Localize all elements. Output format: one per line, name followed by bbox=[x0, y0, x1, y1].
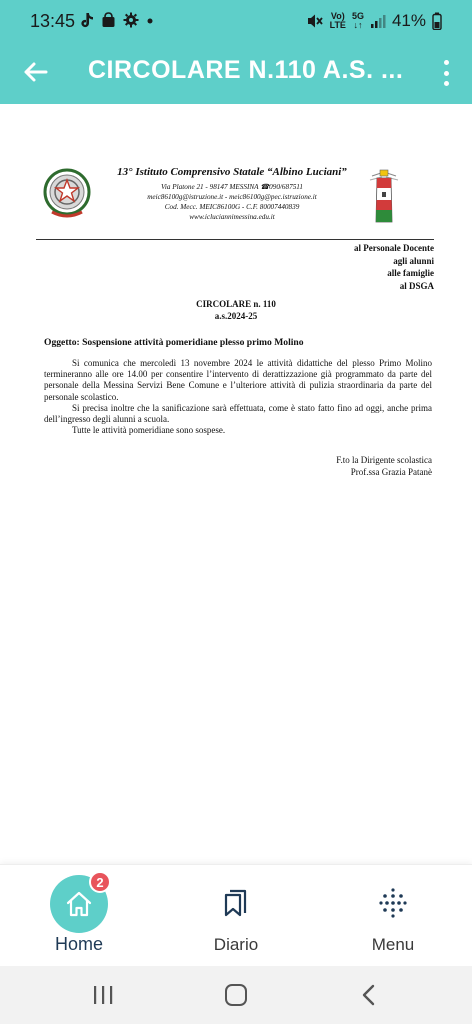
dot bbox=[444, 71, 449, 76]
school-address: Via Platone 21 - 98147 MESSINA ☎090/687511 bbox=[161, 183, 303, 191]
recipient: agli alunni bbox=[393, 255, 434, 266]
recipient: al Personale Docente bbox=[354, 243, 434, 253]
settings-icon bbox=[123, 12, 139, 28]
circular-heading bbox=[0, 298, 472, 322]
battery-icon bbox=[432, 12, 442, 30]
subject-line: Oggetto: Sospensione attività pomeridiane plesso primo Molino bbox=[44, 337, 304, 348]
letterhead-divider bbox=[36, 239, 434, 240]
paragraph: Si precisa inoltre che la sanificazione sarà effettuata, come è stato fatto fino ad oggi, anche prima dell’ingresso degli alunni a scuola. bbox=[44, 402, 432, 425]
recipient: al DSGA bbox=[399, 280, 434, 291]
dot bbox=[444, 60, 449, 65]
system-navigation-bar bbox=[0, 966, 472, 1024]
bookmarks-icon bbox=[221, 887, 251, 919]
bottom-navigation bbox=[0, 864, 472, 966]
system-back-icon[interactable] bbox=[360, 984, 376, 1006]
signature-block bbox=[336, 454, 432, 478]
status-notification-icons bbox=[80, 12, 154, 28]
italian-republic-emblem-icon bbox=[42, 166, 92, 222]
status-bar bbox=[0, 0, 472, 44]
lighthouse-logo-icon bbox=[366, 164, 402, 226]
signature-name: Prof.ssa Grazia Patanè bbox=[350, 467, 432, 477]
nav-label-menu: Menu bbox=[371, 935, 415, 954]
nav-label-diario: Diario bbox=[213, 935, 259, 954]
back-arrow-icon[interactable] bbox=[18, 54, 54, 90]
shopping-bag-icon bbox=[101, 12, 116, 28]
mute-icon bbox=[306, 13, 324, 29]
network-5g bbox=[352, 12, 364, 30]
app-bar bbox=[0, 44, 472, 104]
more-options-icon[interactable] bbox=[438, 56, 454, 90]
network-volte bbox=[330, 12, 346, 30]
notification-badge: 2 bbox=[89, 871, 111, 893]
home-icon bbox=[64, 889, 94, 919]
data-arrows-icon: ↓↑ bbox=[353, 20, 363, 30]
nav-item-diario[interactable] bbox=[176, 865, 296, 967]
circular-number: CIRCOLARE n. 110 bbox=[196, 299, 276, 309]
paragraph: Si comunica che mercoledì 13 novembre 2024 le attività didattiche del plesso Primo Molino termineranno alle ore 14.00 per consentire l’intervento di derattizzazione già programmato da parte del personale della Messina Servizi Bene Comune e l’ulteriore attività di pulizia straordinaria da parte del personale scolastico. bbox=[44, 358, 432, 402]
dot bbox=[444, 81, 449, 86]
recipients-list bbox=[354, 242, 434, 292]
nav-item-menu[interactable] bbox=[333, 865, 453, 967]
paragraph: Tutte le attività pomeridiane sono sospese. bbox=[72, 425, 226, 436]
recipient: alle famiglie bbox=[387, 268, 434, 278]
status-system-icons bbox=[306, 11, 442, 31]
system-home-icon[interactable] bbox=[225, 984, 247, 1006]
status-time: 13:45 bbox=[30, 11, 76, 31]
dot-icon bbox=[146, 12, 154, 28]
dots-grid-icon bbox=[378, 887, 408, 919]
battery-percent: 41% bbox=[391, 11, 426, 30]
school-codes: Cod. Mecc. MEIC86100G - C.F. 80007440839 bbox=[164, 203, 300, 211]
signal-icon bbox=[370, 13, 386, 29]
school-name: 13° Istituto Comprensivo Statale “Albino Luciani” bbox=[117, 166, 347, 178]
nav-label-home: Home bbox=[54, 934, 103, 954]
signature-role: F.to la Dirigente scolastica bbox=[336, 455, 432, 465]
nav-item-home[interactable] bbox=[19, 865, 139, 967]
document-viewer[interactable] bbox=[0, 104, 472, 864]
tiktok-icon bbox=[80, 12, 94, 28]
school-emails: meic86100g@istruzione.it - meic86100g@pec.istruzione.it bbox=[147, 193, 317, 201]
school-website: www.icluciannimessina.edu.it bbox=[189, 213, 275, 221]
school-year: a.s.2024-25 bbox=[214, 311, 258, 321]
document-body bbox=[44, 358, 432, 436]
volte-label: Vo) bbox=[330, 11, 345, 21]
lte-label: LTE bbox=[329, 20, 346, 30]
page-title: CIRCOLARE N.110 A.S. ... bbox=[88, 56, 404, 84]
5g-label: 5G bbox=[351, 11, 364, 21]
recent-apps-icon[interactable] bbox=[92, 985, 114, 1005]
document-letterhead bbox=[38, 160, 438, 236]
school-info bbox=[102, 166, 362, 222]
